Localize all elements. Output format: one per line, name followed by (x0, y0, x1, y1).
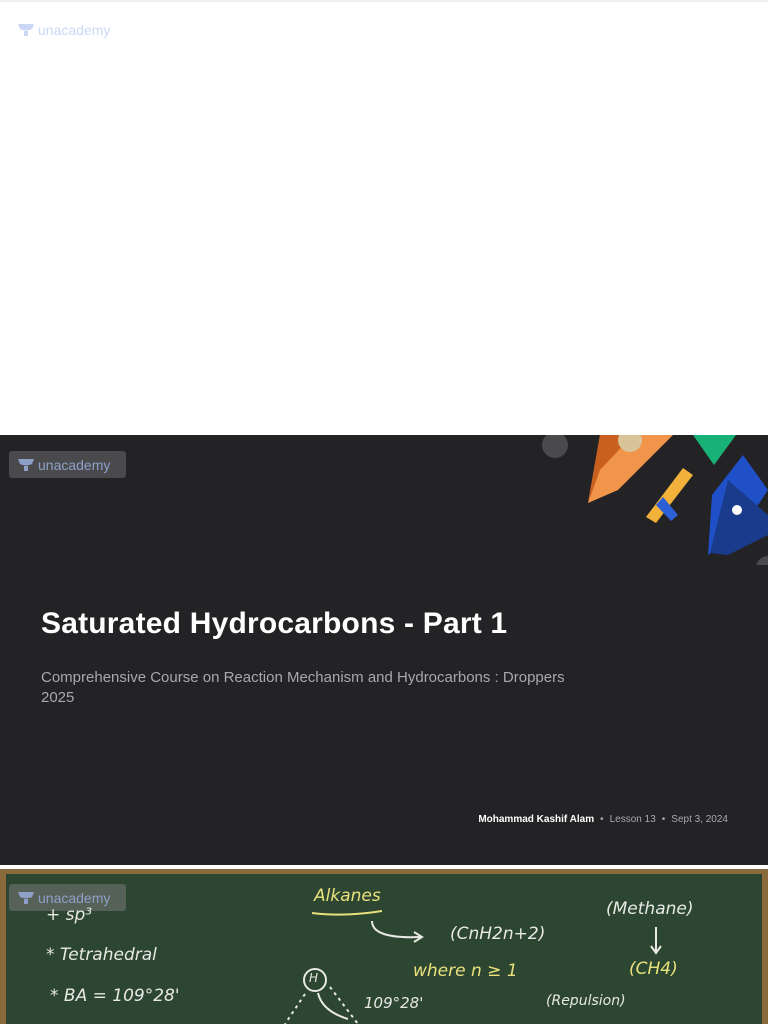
title-slide (0, 435, 768, 865)
meta-separator: • (661, 814, 666, 825)
note-tetrahedral: * Tetrahedral (46, 945, 157, 965)
top-divider (0, 0, 768, 2)
unacademy-logo (17, 457, 110, 473)
note-alkanes: Alkanes (314, 886, 381, 906)
lesson-meta (478, 814, 728, 825)
note-methane: (Methane) (606, 899, 694, 919)
note-bond-angle: * BA = 109°28' (50, 986, 180, 1006)
note-angle: 109°28' (364, 994, 424, 1012)
logo-text: unacademy (38, 890, 111, 906)
slide-subtitle: Comprehensive Course on Reaction Mechanism and Hydrocarbons : Droppers 2025 (41, 669, 565, 706)
decorative-shapes-icon (528, 435, 768, 565)
top-slide (0, 0, 768, 434)
unacademy-badge (9, 451, 126, 478)
note-repulsion: (Repulsion) (546, 993, 626, 1009)
meta-separator: • (600, 814, 604, 825)
author-name: Mohammad Kashif Alam (478, 814, 595, 825)
lesson-date: Sept 3, 2024 (671, 814, 728, 825)
unacademy-logo-icon (17, 457, 35, 473)
note-sp3: + sp³ (46, 905, 93, 925)
note-formula: (CnH2n+2) (450, 924, 546, 944)
note-where: where n ≥ 1 (413, 961, 518, 981)
logo-text: unacademy (38, 22, 111, 38)
unacademy-logo-icon (17, 22, 35, 38)
slide-title: Saturated Hydrocarbons - Part 1 (41, 607, 508, 640)
note-ch4: (CH4) (629, 959, 678, 979)
lesson-number: Lesson 13 (609, 814, 656, 825)
chalkboard-slide (0, 869, 768, 1024)
note-h: H (309, 971, 319, 985)
logo-text: unacademy (38, 457, 111, 473)
unacademy-logo (17, 22, 110, 38)
